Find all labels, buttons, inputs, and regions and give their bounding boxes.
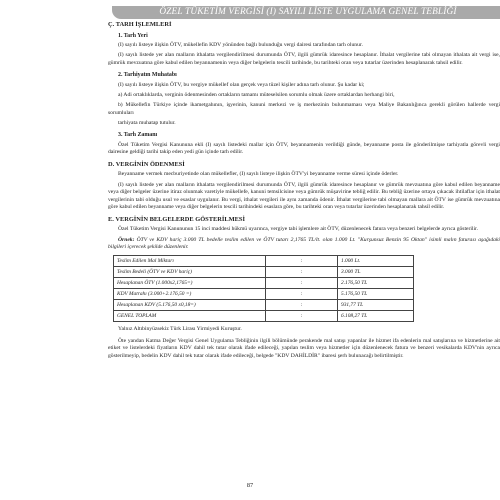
row-label: Teslim Bedeli (ÖTV ve KDV hariç) — [114, 266, 266, 277]
table-row — [114, 277, 414, 288]
page-number: 87 — [246, 482, 254, 489]
paragraph: (I) sayılı listeye ilişkin ÖTV, mükellefin KDV yönünden bağlı bulunduğu vergi dairesi tarafından tarh olunur. — [118, 42, 363, 48]
row-value: 5.176,50 TL — [338, 288, 414, 299]
row-value: 6.108,27 TL — [338, 311, 414, 322]
subheading-tarh-zamani: 3. Tarh Zamanı — [118, 132, 158, 139]
section-heading-belgelerde-gosterilmesi: E. VERGİNİN BELGELERDE GÖSTERİLMESİ — [108, 215, 245, 223]
row-value: 2.176,50 TL — [338, 277, 414, 288]
subheading-tarhiyatin-muhatabi: 2. Tarhiyatın Muhatabı — [118, 72, 177, 79]
paragraph: b) Mükellefin Türkiye içinde ikametgahının, işyerinin, kanuni merkezi ve iş merkezinin bulunmaması veya Maliye Bakanlığınca gerekli görülen hallerde vergi sorumluları — [108, 101, 500, 116]
row-value: 1.000 Lt. — [338, 255, 414, 266]
paragraph: Öte yandan Katma Değer Vergisi Genel Uygulama Tebliğinin ilgili bölümünde perakende mal satışı yapanlar ile hizmet ifa edenlerin mal satışlarına ve hizmetlerine ait etiket ve listelerdeki fiyatların KDV dahil tek tutar olarak ifade edileceği, yapılan teslim veya hizmetler için düzenlenecek fatura ve benzeri vesikalarda KDV'nin ayrıca gösterilmeyip, bedelin KDV dahil tek tutar olarak ifade edileceği, belgede "KDV DAHİLDİR" ibaresi şerh bulunacağı belirtilmiştir. — [108, 337, 500, 360]
paragraph: tarhiyata muhatap tutulur. — [118, 119, 176, 126]
paragraph: (I) sayılı listeye ilişkin ÖTV, bu vergiye mükellef olan gerçek veya tüzel kişiler adına tarh olunur. Şu kadar ki; — [118, 81, 365, 88]
page-content — [108, 21, 500, 481]
paragraph: (I) sayılı listede yer alan malların ithalatta vergilendirilmesi durumunda ÖTV, ilgili gümrük idaresince hesaplanır ve gümrük mevzuatına göre kabul edilen beyanname veya diğer belgeler üzerine itiraz olunmak varetiyle mükellefe, kanuni temsilcisine veya gümrük müşavirine tebliğ edilir. Bu tebliğ üzerine ortaya çıkacak ihtilaflar için ithalat vergilerinin tabi olduğu usul ve esaslar uygulanır. Bu vergi, ithalat vergileri ile aynı zamanda ödenir. İthalat vergilerine tabi olmayan mallara ait ÖTV ise gümrük mevzuatına göre kabul edilen beyanname veya diğer belgelerin tescili tarihindeki esaslara göre, bu tarihteki oran veya tutarlar üzerinden hesaplanarak tahsil edilir. — [108, 181, 500, 211]
table-row — [114, 255, 414, 266]
subheading-tarh-yeri: 1. Tarh Yeri — [118, 32, 148, 39]
amount-in-words: Yalnız Altıbinyüzsekiz Türk Lirası Yirmiyedi Kuruştur. — [118, 326, 242, 333]
row-separator: : — [266, 277, 338, 288]
paragraph: Özel Tüketim Vergisi Kanununun 15 inci maddesi hükmü uyarınca, vergiye tabi işlemlere ait ÖTV, düzenlenecek fatura veya benzeri belgelerde ayrıca gösterilir. — [118, 226, 478, 233]
row-separator: : — [266, 300, 338, 311]
row-separator: : — [266, 255, 338, 266]
running-header: ÖZEL TÜKETİM VERGİSİ (I) SAYILI LİSTE UYGULAMA GENEL TEBLİĞİ — [159, 7, 457, 17]
paragraph: (I) sayılı listede yer alan malların ithalatta vergilendirilmesi durumunda ÖTV, ilgili gümrük idaresince hesaplanır. İthalat vergilerine tabi olmayan ithalata ait vergi ise, gümrük mevzuatına göre kabul edilen beyannamenin veya diğer belgelerin tescili tarihinde, bu tarihteki oran veya tutarlar üzerinden hesaplanarak tahsil edilir. — [108, 52, 500, 66]
row-value: 931,77 TL — [338, 300, 414, 311]
paragraph: a) Adi ortaklıklarda, verginin ödenmesinden ortakların tamamı müteselsilen sorumlu olmak üzere ortaklardan herhangi biri, — [118, 91, 395, 98]
table-row — [114, 266, 414, 277]
row-label: Hesaplanan KDV (5.176,50 x0,18=) — [114, 300, 266, 311]
row-label: Teslim Edilen Mal Miktarı — [114, 255, 266, 266]
section-heading-tarh-islemleri: Ç. TARH İŞLEMLERİ — [108, 21, 172, 28]
paragraph: Beyanname vermek mecburiyetinde olan mükellefler, (I) sayılı listeye ilişkin ÖTV'yi beyanname verme süresi içinde öderler. — [118, 171, 399, 178]
example-label: Örnek: — [118, 236, 135, 243]
row-label: Hesaplanan ÖTV (1.000x2,1765=) — [114, 277, 266, 288]
row-value: 3.000 TL — [338, 266, 414, 277]
row-separator: : — [266, 266, 338, 277]
row-label: KDV Matrahı (3.000+2.176,50 =) — [114, 288, 266, 299]
invoice-calculation-table — [113, 255, 414, 323]
example-text: ÖTV ve KDV hariç 3.000 TL bedelle teslim edilen ve ÖTV tutarı 2,1765 TL/lt. olan 1.000 Lt. "Kurşunsuz Benzin 95 Oktan" isimli malın faturası aşağıdaki bilgileri içerecek şekilde düzenlenir. — [108, 236, 500, 251]
table-row — [114, 300, 414, 311]
paragraph: Özel Tüketim Vergisi Kanununa ekli (I) sayılı listedeki mallar için ÖTV, beyannamenin verildiği günde, beyanname posta ile gönderilmişse tarhiyatla görevli vergi dairesine geldiği tarihi takip eden yedi gün içinde tarh edilir. — [108, 141, 500, 156]
row-separator: : — [266, 288, 338, 299]
row-separator: : — [266, 311, 338, 322]
example-paragraph — [108, 237, 500, 252]
table-row-total — [114, 311, 414, 322]
section-heading-verginin-odenmesi: D. VERGİNİN ÖDENMESİ — [108, 160, 185, 168]
row-label: GENEL TOPLAM — [114, 311, 266, 322]
table-row — [114, 288, 414, 299]
